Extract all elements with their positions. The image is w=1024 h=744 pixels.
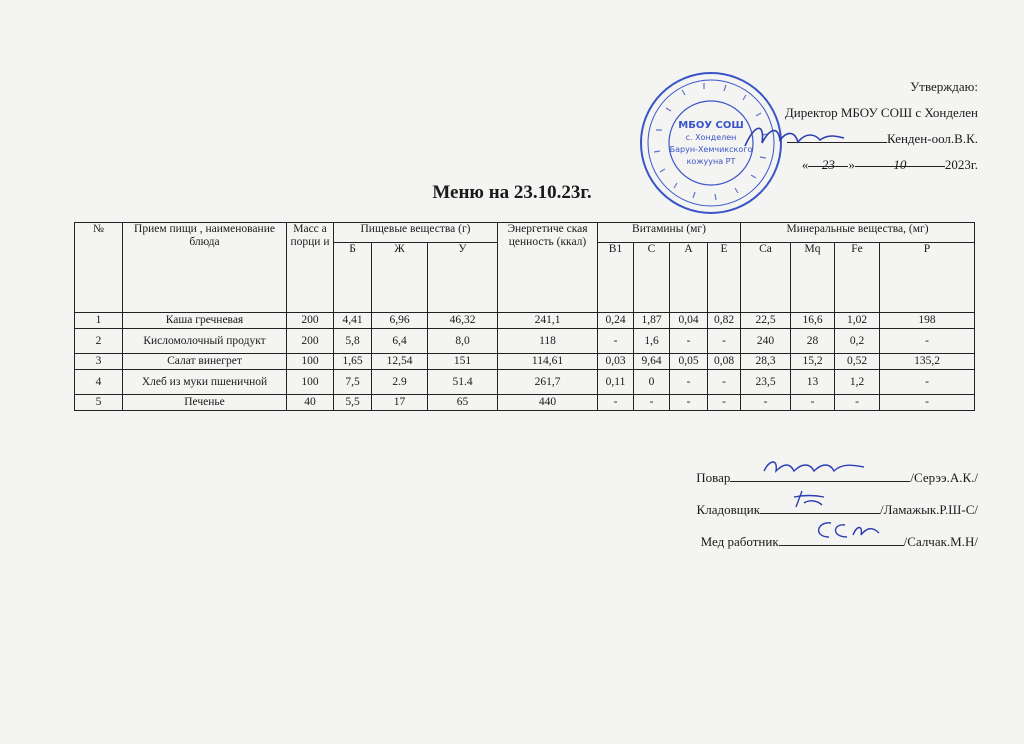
row-u: 8,0	[428, 329, 498, 354]
table-row	[75, 370, 975, 395]
signature-block	[696, 462, 978, 558]
row-a: 0,04	[670, 313, 708, 329]
header-num: №	[75, 223, 123, 313]
row-ca: 240	[741, 329, 791, 354]
subheader-c: C	[634, 243, 670, 313]
medic-signature	[809, 517, 889, 543]
row-zh: 6,96	[372, 313, 428, 329]
approval-day: 23	[808, 152, 848, 167]
header-nutrients: Пищевые вещества (г)	[334, 223, 498, 243]
row-fe: -	[835, 395, 880, 411]
row-num: 5	[75, 395, 123, 411]
row-c: 9,64	[634, 354, 670, 370]
row-p: -	[880, 395, 975, 411]
row-b1: 0,11	[598, 370, 634, 395]
row-ca: 22,5	[741, 313, 791, 329]
row-mass: 40	[287, 395, 334, 411]
row-a: 0,05	[670, 354, 708, 370]
header-vitamins: Витамины (мг)	[598, 223, 741, 243]
row-mass: 100	[287, 354, 334, 370]
table-row	[75, 395, 975, 411]
approval-position: Директор МБОУ СОШ с Хонделен	[784, 105, 978, 120]
stamp-line-1: МБОУ СОШ	[678, 120, 744, 131]
row-zh: 17	[372, 395, 428, 411]
signature-blank	[779, 531, 904, 546]
row-b1: -	[598, 329, 634, 354]
row-u: 65	[428, 395, 498, 411]
row-mass: 200	[287, 313, 334, 329]
header-energy: Энергетиче ская ценность (ккал)	[498, 223, 598, 313]
approval-name: Кенден-оол.В.К.	[887, 131, 978, 146]
row-a: -	[670, 329, 708, 354]
row-b: 4,41	[334, 313, 372, 329]
header-dish: Прием пищи , наименование блюда	[123, 223, 287, 313]
row-name: Салат винегрет	[123, 354, 287, 370]
row-ca: -	[741, 395, 791, 411]
table-row	[75, 329, 975, 354]
row-b: 5,8	[334, 329, 372, 354]
row-name: Каша гречневая	[123, 313, 287, 329]
approval-month: 10	[855, 152, 945, 167]
row-p: -	[880, 370, 975, 395]
row-c: 0	[634, 370, 670, 395]
row-c: -	[634, 395, 670, 411]
table-row	[75, 354, 975, 370]
row-e: -	[708, 395, 741, 411]
row-b1: 0,03	[598, 354, 634, 370]
approval-year: 2023г.	[944, 157, 978, 172]
row-zh: 6,4	[372, 329, 428, 354]
row-energy: 241,1	[498, 313, 598, 329]
signature-blank	[730, 467, 910, 482]
row-a: -	[670, 370, 708, 395]
signature-medic	[696, 526, 978, 558]
row-zh: 12,54	[372, 354, 428, 370]
row-a: -	[670, 395, 708, 411]
signature-cook	[696, 462, 978, 494]
row-mq: 13	[791, 370, 835, 395]
subheader-u: У	[428, 243, 498, 313]
header-mass: Масс а порци и	[287, 223, 334, 313]
row-energy: 114,61	[498, 354, 598, 370]
row-energy: 261,7	[498, 370, 598, 395]
subheader-b1: B1	[598, 243, 634, 313]
row-num: 2	[75, 329, 123, 354]
menu-table	[74, 222, 975, 411]
signature-label: Повар	[696, 470, 731, 485]
subheader-ca: Ca	[741, 243, 791, 313]
row-fe: 0,2	[835, 329, 880, 354]
stamp-line-4: кожууна РТ	[686, 157, 736, 166]
stamp-line-2: с. Хонделен	[685, 133, 737, 142]
signature-blank	[760, 499, 880, 514]
signature-label: Кладовщик	[696, 502, 761, 517]
subheader-mq: Mq	[791, 243, 835, 313]
row-ca: 23,5	[741, 370, 791, 395]
subheader-fe: Fe	[835, 243, 880, 313]
subheader-p: P	[880, 243, 975, 313]
row-mq: 15,2	[791, 354, 835, 370]
row-e: 0,08	[708, 354, 741, 370]
header-minerals: Минеральные вещества, (мг)	[741, 223, 975, 243]
subheader-a: A	[670, 243, 708, 313]
row-u: 46,32	[428, 313, 498, 329]
row-name: Кисломолочный продукт	[123, 329, 287, 354]
table-row	[75, 313, 975, 329]
row-energy: 440	[498, 395, 598, 411]
row-ca: 28,3	[741, 354, 791, 370]
row-p: -	[880, 329, 975, 354]
row-c: 1,6	[634, 329, 670, 354]
row-mass: 100	[287, 370, 334, 395]
director-signature	[740, 118, 850, 156]
cook-signature	[760, 457, 870, 479]
row-c: 1,87	[634, 313, 670, 329]
row-mq: 16,6	[791, 313, 835, 329]
row-b: 7,5	[334, 370, 372, 395]
row-e: -	[708, 329, 741, 354]
subheader-zh: Ж	[372, 243, 428, 313]
signature-label: Мед работник	[700, 534, 779, 549]
signature-name: /Ламажык.Р.Ш-С/	[880, 502, 978, 517]
row-energy: 118	[498, 329, 598, 354]
row-b: 5,5	[334, 395, 372, 411]
row-num: 1	[75, 313, 123, 329]
row-mq: -	[791, 395, 835, 411]
row-b1: -	[598, 395, 634, 411]
signature-name: /Салчак.М.Н/	[903, 534, 978, 549]
row-num: 4	[75, 370, 123, 395]
row-b1: 0,24	[598, 313, 634, 329]
row-fe: 0,52	[835, 354, 880, 370]
approval-date-line: « 23 » 10 2023г.	[785, 152, 978, 178]
row-mq: 28	[791, 329, 835, 354]
page-title: Меню на 23.10.23г.	[432, 182, 592, 203]
subheader-b: Б	[334, 243, 372, 313]
row-p: 135,2	[880, 354, 975, 370]
row-fe: 1,02	[835, 313, 880, 329]
signature-name: /Серээ.А.К./	[910, 470, 978, 485]
row-num: 3	[75, 354, 123, 370]
row-zh: 2.9	[372, 370, 428, 395]
row-name: Печенье	[123, 395, 287, 411]
stamp-line-3: Барун-Хемчикского	[669, 145, 753, 154]
row-u: 51.4	[428, 370, 498, 395]
row-e: 0,82	[708, 313, 741, 329]
storekeeper-signature	[790, 487, 830, 511]
row-u: 151	[428, 354, 498, 370]
row-mass: 200	[287, 329, 334, 354]
subheader-e: E	[708, 243, 741, 313]
row-e: -	[708, 370, 741, 395]
approval-heading: Утверждаю:	[910, 79, 978, 94]
row-fe: 1,2	[835, 370, 880, 395]
row-p: 198	[880, 313, 975, 329]
row-b: 1,65	[334, 354, 372, 370]
row-name: Хлеб из муки пшеничной	[123, 370, 287, 395]
